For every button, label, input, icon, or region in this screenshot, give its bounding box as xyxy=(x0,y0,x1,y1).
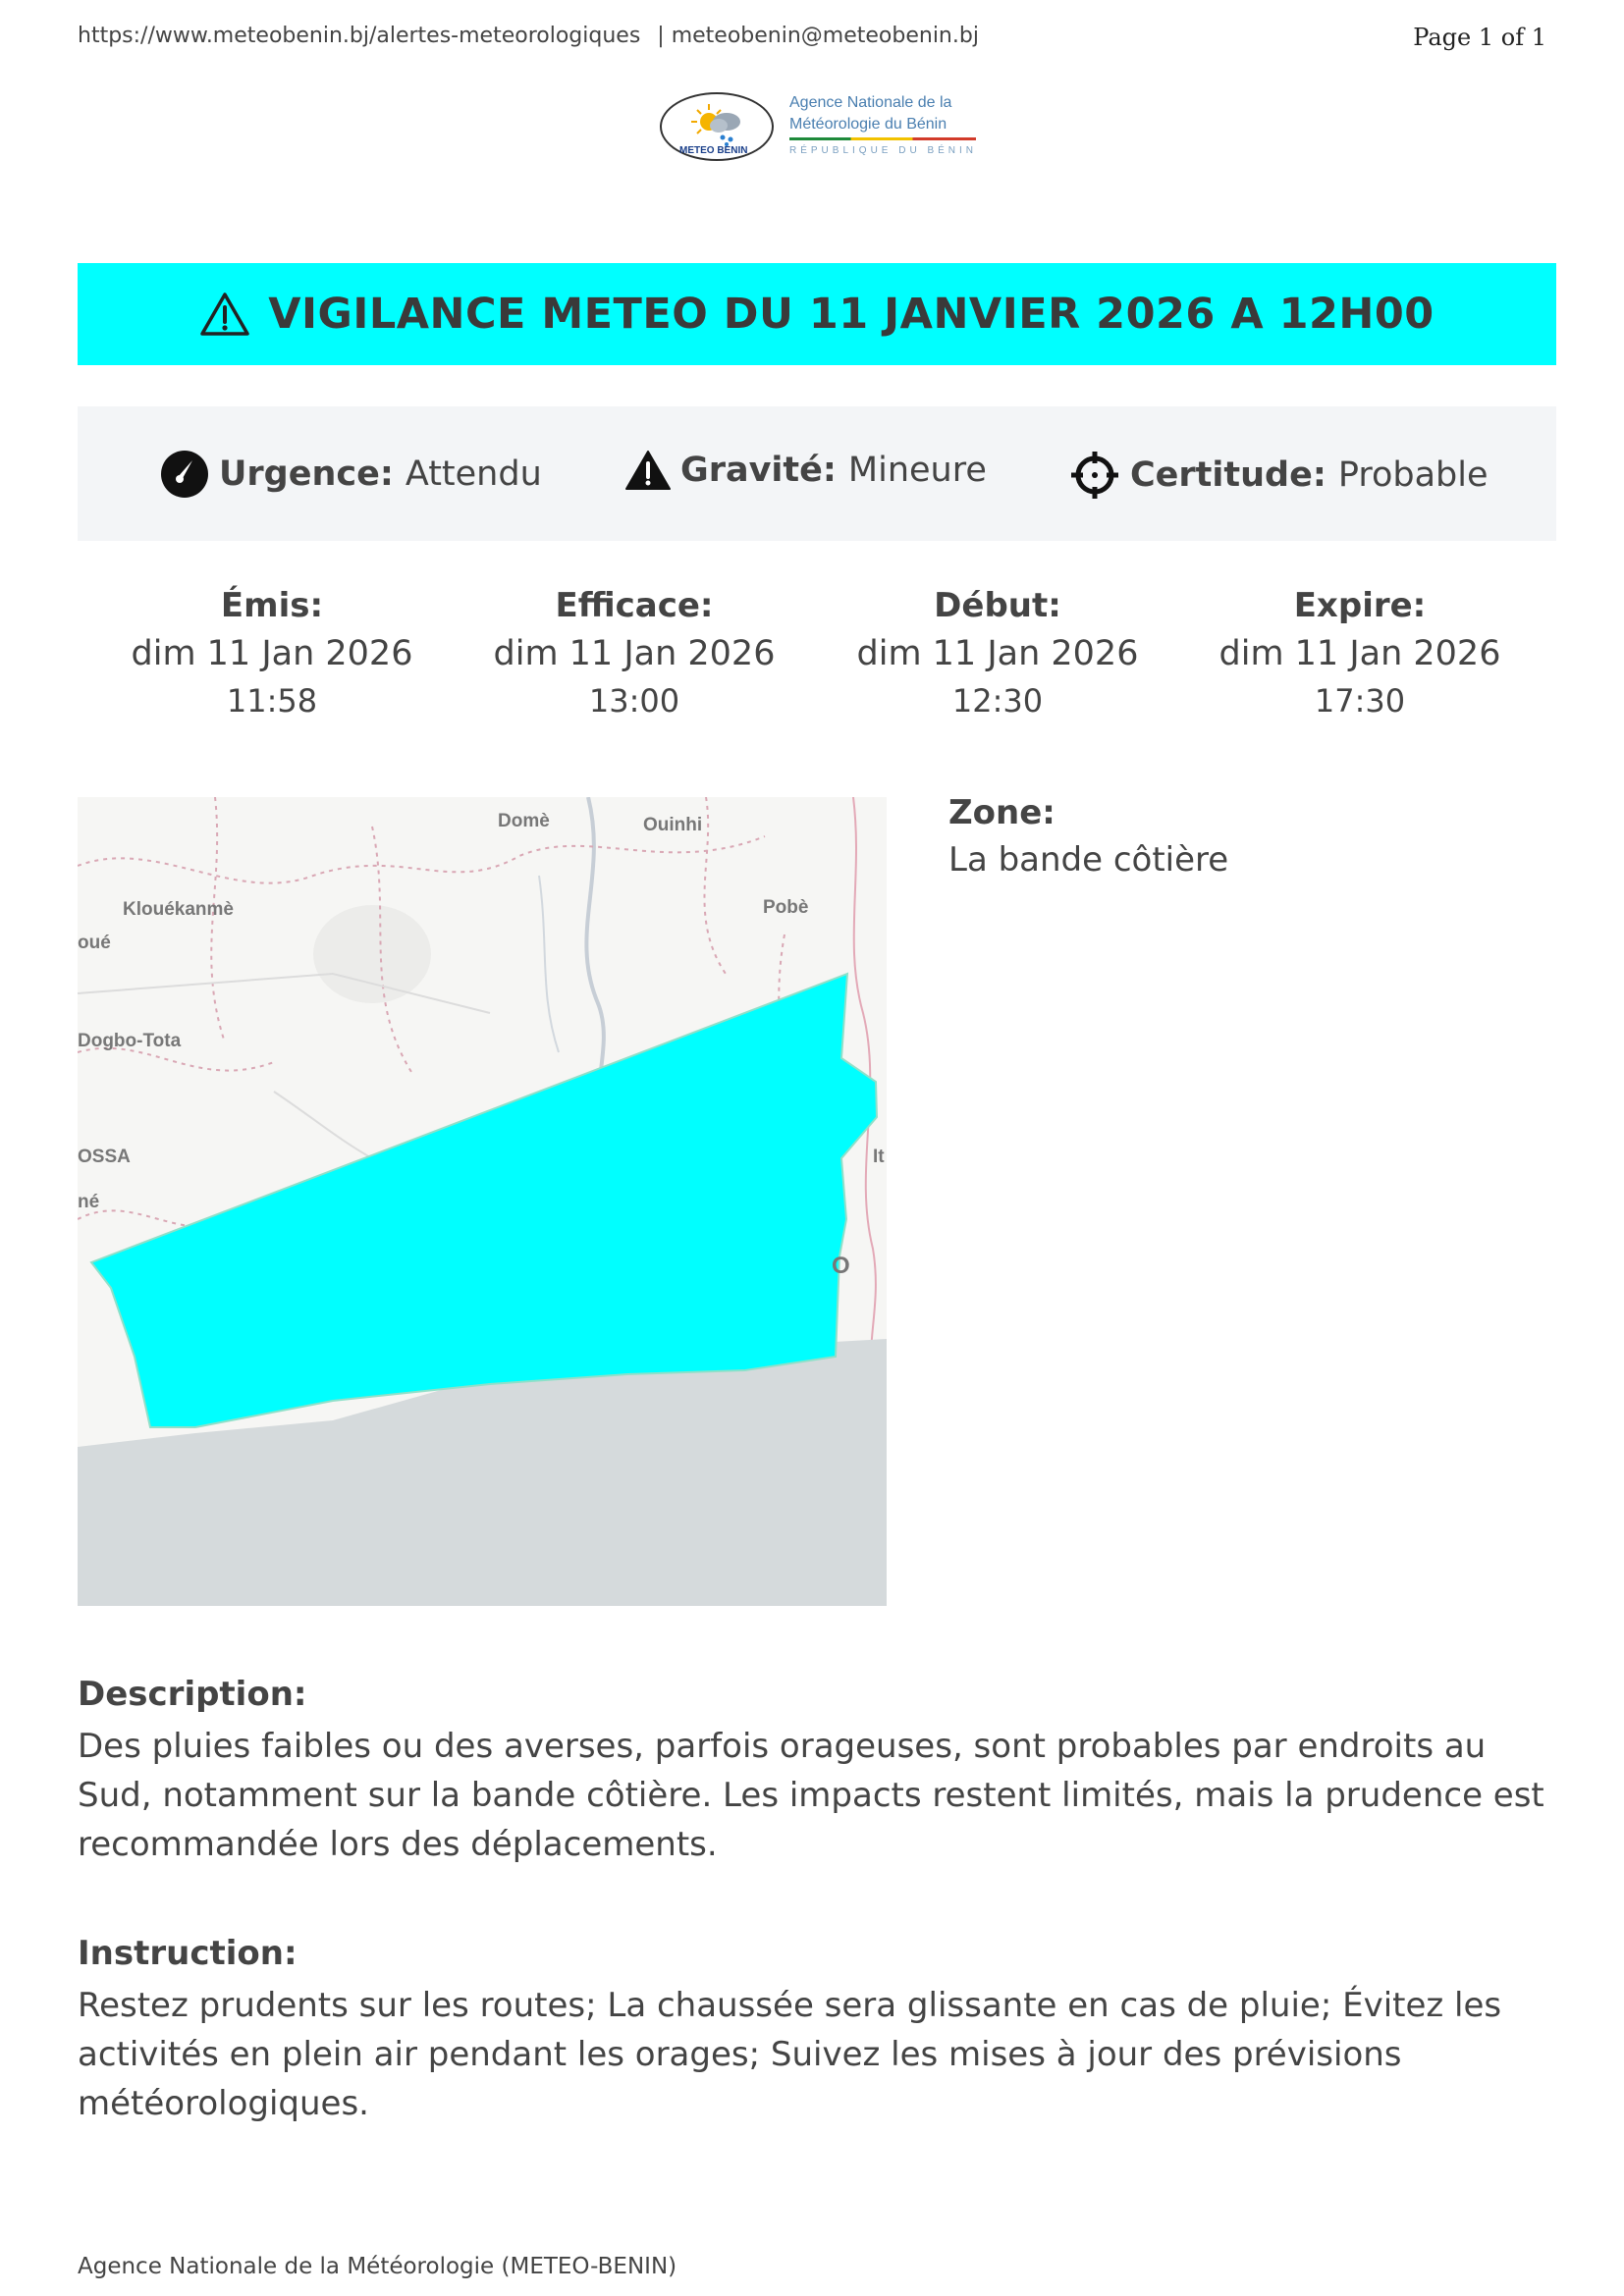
map-label: né xyxy=(78,1192,100,1212)
instruction-text: Restez prudents sur les routes; La chaussée sera glissante en cas de pluie; Évitez les activités en plein air pendant les orages; Suivez les mises à jour des prévisions météorologiques. xyxy=(78,1986,1502,2123)
agency-name xyxy=(789,92,951,135)
severity-label: Gravité: xyxy=(680,451,837,490)
alert-zone-map xyxy=(78,797,887,1606)
time-expires xyxy=(1183,583,1537,722)
time-issued xyxy=(95,583,449,722)
time-hour: 17:30 xyxy=(1314,682,1406,720)
footer-agency: Agence Nationale de la Météorologie (METEO-BENIN) xyxy=(78,2254,677,2279)
time-hour: 11:58 xyxy=(226,682,318,720)
source-url[interactable]: https://www.meteobenin.bj/alertes-meteorologiques xyxy=(78,24,641,48)
alert-meta xyxy=(78,406,1556,541)
time-effective xyxy=(458,583,811,722)
alert-banner xyxy=(78,263,1556,365)
time-label: Début: xyxy=(934,586,1061,625)
time-onset xyxy=(821,583,1174,722)
logo-emblem xyxy=(660,92,774,161)
map-label: Pobè xyxy=(763,897,809,918)
map-label: It xyxy=(873,1147,885,1167)
warning-triangle-outline-icon xyxy=(199,292,250,337)
meta-urgency xyxy=(160,450,542,499)
logo-mark-text: METEO BENIN xyxy=(679,145,748,156)
description-label: Description: xyxy=(78,1675,307,1714)
urgency-value: Attendu xyxy=(405,454,542,494)
urgency-label: Urgence: xyxy=(219,454,394,494)
time-date: dim 11 Jan 2026 xyxy=(856,634,1139,673)
contact-email[interactable]: meteobenin@meteobenin.bj xyxy=(671,24,979,48)
header-separator: | xyxy=(657,24,665,48)
time-label: Efficace: xyxy=(555,586,714,625)
map-label: Dogbo-Tota xyxy=(78,1031,182,1051)
time-date: dim 11 Jan 2026 xyxy=(1218,634,1501,673)
agency-name-line1: Agence Nationale de la xyxy=(789,94,952,111)
time-label: Émis: xyxy=(220,586,324,625)
header-source xyxy=(78,24,979,48)
gauge-icon xyxy=(160,450,209,499)
map-label: OSSA xyxy=(78,1147,131,1167)
map-label: Ouinhi xyxy=(643,815,703,835)
page-number: Page 1 of 1 xyxy=(1413,24,1546,51)
zone-label: Zone: xyxy=(948,793,1056,832)
map-label: Klouékanmè xyxy=(123,899,234,920)
time-hour: 12:30 xyxy=(951,682,1044,720)
agency-logo xyxy=(660,88,984,167)
time-label: Expire: xyxy=(1293,586,1427,625)
time-date: dim 11 Jan 2026 xyxy=(493,634,776,673)
meta-severity xyxy=(625,450,987,491)
severity-value: Mineure xyxy=(847,451,987,490)
meta-certainty xyxy=(1069,450,1489,501)
map-label: O xyxy=(832,1253,850,1279)
map-label: oué xyxy=(78,933,111,953)
certainty-label: Certitude: xyxy=(1130,455,1326,495)
sun-cloud-icon xyxy=(687,102,750,147)
crosshair-icon xyxy=(1069,450,1120,501)
agency-subtitle: RÉPUBLIQUE DU BÉNIN xyxy=(789,145,978,156)
time-date: dim 11 Jan 2026 xyxy=(131,634,413,673)
agency-name-line2: Météorologie du Bénin xyxy=(789,116,947,133)
description-text: Des pluies faibles ou des averses, parfois orageuses, sont probables par endroits au Sud, notamment sur la bande côtière. Les impacts restent limités, mais la prudence est recommandée lors des déplacements. xyxy=(78,1727,1544,1864)
warning-triangle-filled-icon xyxy=(625,450,671,491)
time-hour: 13:00 xyxy=(588,682,680,720)
instruction-label: Instruction: xyxy=(78,1934,298,1973)
certainty-value: Probable xyxy=(1337,455,1489,495)
alert-title: VIGILANCE METEO DU 11 JANVIER 2026 A 12H00 xyxy=(268,290,1435,339)
zone-value: La bande côtière xyxy=(948,840,1229,880)
map-label: Domè xyxy=(498,811,550,831)
logo-flag-rule xyxy=(789,137,976,140)
